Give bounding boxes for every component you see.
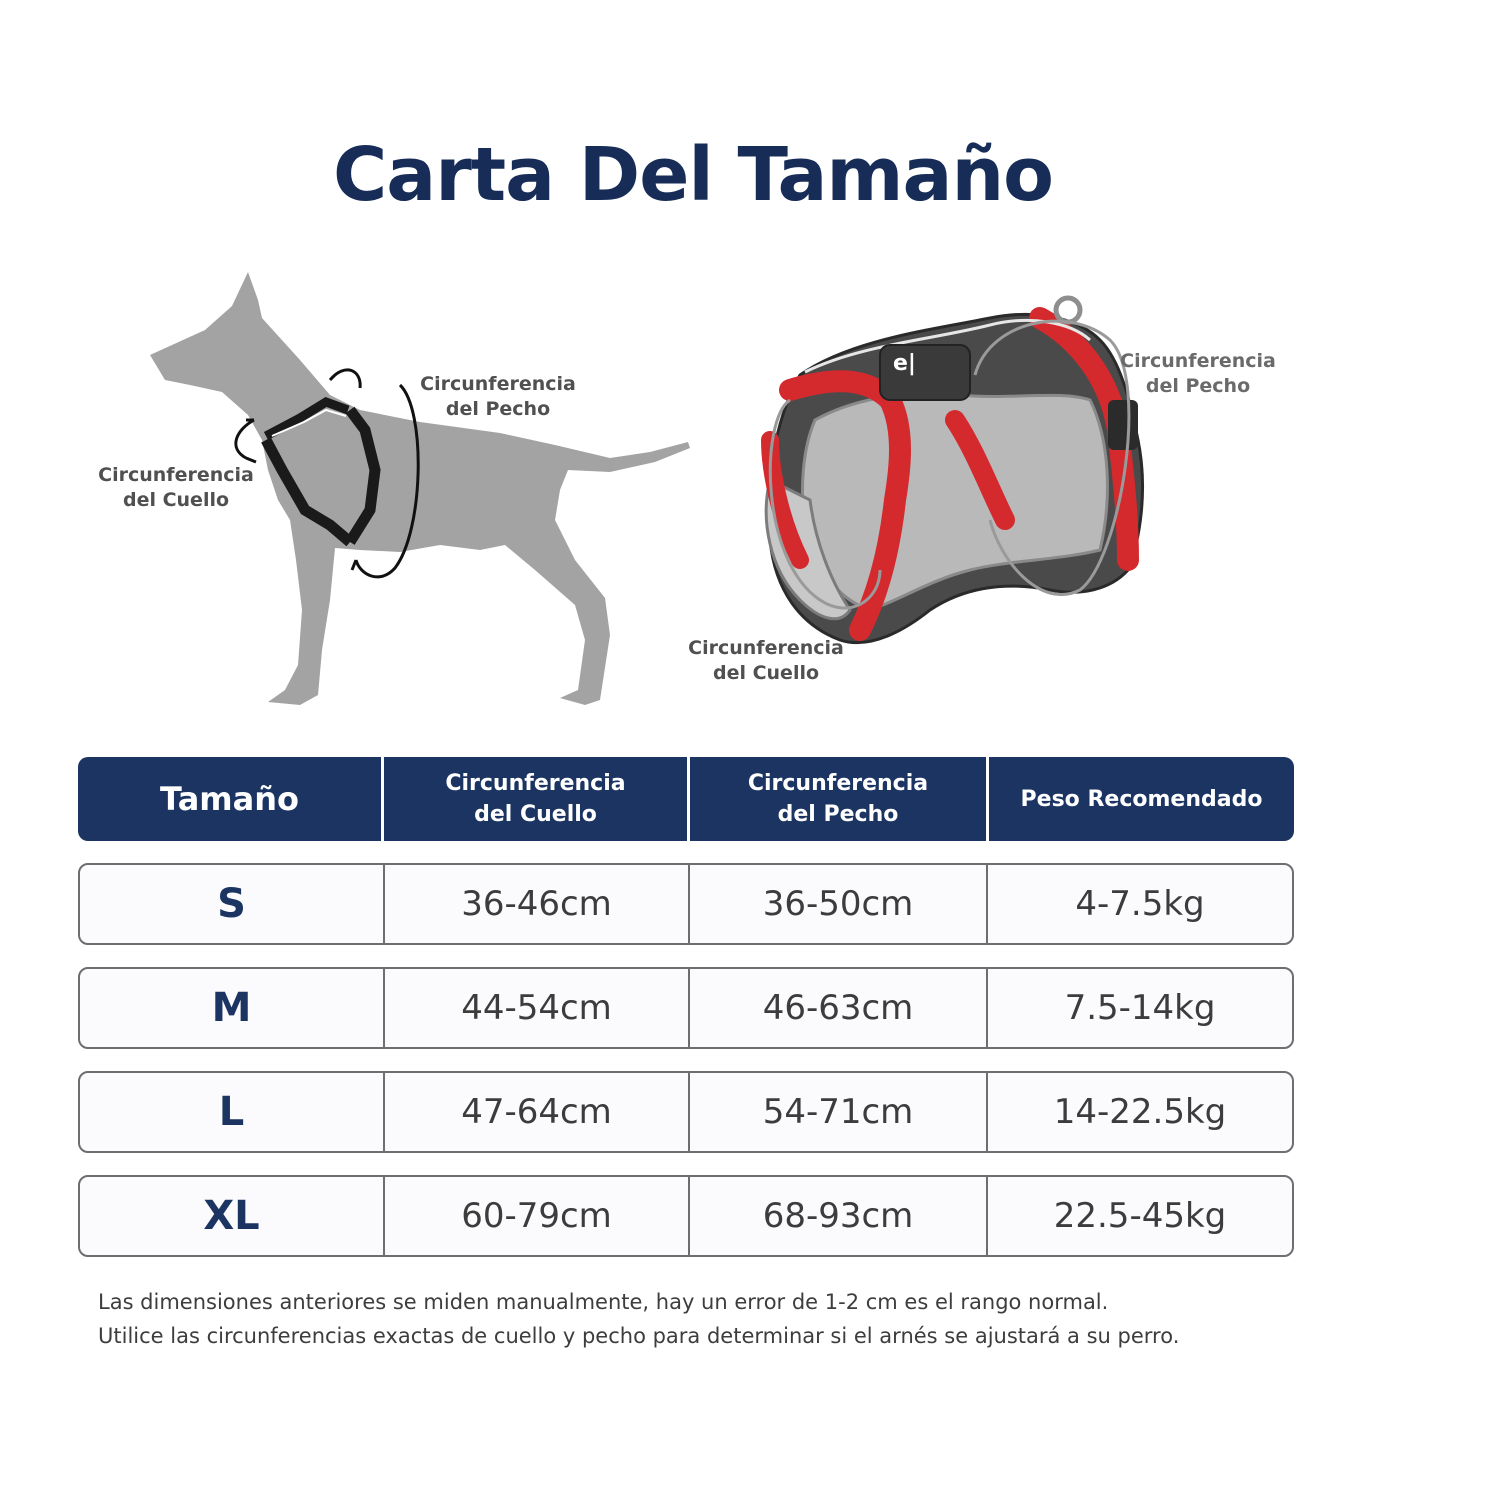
chest-cell: 68-93cm (688, 1177, 986, 1255)
harness-buckle (1108, 400, 1138, 450)
table-row (78, 1071, 1294, 1153)
neck-cell: 44-54cm (383, 969, 688, 1047)
table-header (78, 757, 1294, 841)
neck-cell: 36-46cm (383, 865, 688, 943)
harness-product (766, 298, 1142, 643)
table-row (78, 1175, 1294, 1257)
note-line: Utilice las circunferencias exactas de cuello y pecho para determinar si el arnés se ajustará a su perro. (98, 1324, 1180, 1348)
weight-cell: 22.5-45kg (986, 1177, 1292, 1255)
weight-cell: 14-22.5kg (986, 1073, 1292, 1151)
header-weight: Peso Recomendado (986, 757, 1294, 841)
neck-ring-top-icon (330, 370, 360, 388)
size-cell: XL (203, 1193, 260, 1239)
size-cell: M (211, 985, 252, 1031)
header-neck: Circunferencia del Cuello (381, 757, 687, 841)
chest-cell: 46-63cm (688, 969, 986, 1047)
header-chest: Circunferencia del Pecho (687, 757, 986, 841)
chest-cell: 36-50cm (688, 865, 986, 943)
neck-cell: 60-79cm (383, 1177, 688, 1255)
neck-cell: 47-64cm (383, 1073, 688, 1151)
note-line: Las dimensiones anteriores se miden manualmente, hay un error de 1-2 cm es el rango normal. (98, 1290, 1109, 1314)
dog-chest-label: Circunferencia del Pecho (420, 373, 576, 420)
size-cell: S (217, 881, 246, 927)
header-size: Tamaño (160, 779, 299, 818)
dog-neck-label: Circunferencia del Cuello (98, 464, 254, 511)
measurement-note (98, 1285, 1358, 1353)
chest-cell: 54-71cm (688, 1073, 986, 1151)
harness-chest-label: Circunferencia del Pecho (1120, 350, 1276, 397)
page-title: Carta Del Tamaño (333, 132, 1053, 218)
table-row (78, 863, 1294, 945)
harness-logo: e| (893, 351, 916, 376)
harness-neck-label: Circunferencia del Cuello (688, 637, 844, 684)
harness-d-ring (1056, 298, 1080, 322)
weight-cell: 7.5-14kg (986, 969, 1292, 1047)
size-table (78, 757, 1294, 1257)
table-row (78, 967, 1294, 1049)
size-cell: L (218, 1089, 245, 1135)
weight-cell: 4-7.5kg (986, 865, 1292, 943)
neck-arrow-icon (236, 420, 256, 462)
